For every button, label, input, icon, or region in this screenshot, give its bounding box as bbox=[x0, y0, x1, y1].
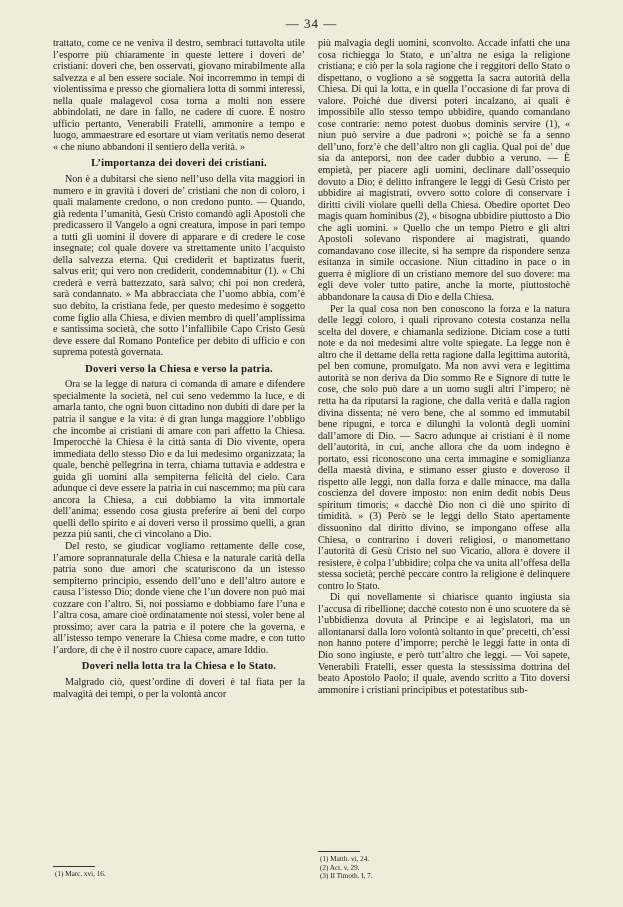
right-column bbox=[318, 38, 570, 696]
footnote: (1) Matth. vi, 24. bbox=[320, 855, 370, 863]
paragraph: Di qui novellamente si chiarisce quanto ingiusta sia l’accusa di ribellione; dacchè cotesto non è uno scuotere da sè l’ubbidienza dovuta al Principe e ai legislatori, ma un allontanarsi dalla loro volontà soltanto in que’ precetti, ch’essi non hanno potere d’imporre; perchè le leggi fatte in onta di Dio sono ingiuste, e però tutt’altro che leggi. — Voi sapete, Venerabili Fratelli, esser questa la stessissima dottrina del beato Apostolo Paolo; il quale, avendo scritto a Tito doversi ammonire i cristiani principibus et potestatibus sub- bbox=[318, 592, 570, 696]
footnote: (1) Marc. xvi, 16. bbox=[55, 870, 106, 878]
footnote-divider bbox=[318, 851, 360, 852]
paragraph: Malgrado ciò, quest’ordine di doveri è tal fiata per la malvagità dei tempi, o per la volontà ancor bbox=[53, 676, 305, 700]
paragraph: Ora se la legge di natura ci comanda di amare e difendere specialmente la società, nel cui seno vedemmo la luce, e di amarla tanto, che ogni buon cittadino non dubiti di dare per la patria il sangue e la vita: è di gran lunga maggiore l’obbligo che incombe ai cristiani di amare con pari affetto la Chiesa. Imperocchè la Chiesa è la città santa di Dio vivente, opera immediata dello stesso Dio e da lui medesimo organizzata; la quale, benchè pellegrina in terra, chiama tuttavia e addestra e guida gli uomini alla sempiterna felicità del cielo. Cara adunque ci deve essere la patria in cui nascemmo; ma più cara ancora la Chiesa, a cui dobbiamo la vita immortale dell’anima; essendo cosa giusta preferire ai beni del corpo quelli dello spirito e ai doveri verso il prossimo quelli, a gran pezza più santi, che ci vincolano a Dio. bbox=[53, 379, 305, 541]
section-heading: Doveri verso la Chiesa e verso la patria. bbox=[85, 363, 273, 375]
left-column bbox=[53, 38, 305, 700]
section-heading: Doveri nella lotta tra la Chiesa e lo Stato. bbox=[81, 661, 277, 673]
footnote: (3) II Timoth. I, 7. bbox=[320, 872, 373, 880]
section-heading: L’importanza dei doveri dei cristiani. bbox=[91, 158, 267, 170]
paragraph: Non è a dubitarsi che sieno nell’uso della vita maggiori in numero e in gravità i doveri de’ cristiani che non di coloro, i quali malamente credono, o non credono punto. — Quando, già redenta l’umanità, Gesù Cristo comandò agli Apostoli che predicassero il Vangelo a ogni creatura, impose in pari tempo a tutti gli uomini il dovere di apparare e di credere le cose insegnate; col quale dovere va strettamente unito l’acquisto della salvezza eterna. Qui crediderit et baptizatus fuerit, salvus erit; qui vero non crediderit, condemnabitur (1). « Chi crederà e verrà battezzato, sarà salvo; chi poi non crederà, sarà condannato. » Ma abbracciata che l’uomo abbia, com’è suo debito, la cristiana fede, per questo medesimo è soggetto come figlio alla Chiesa, e divien membro di quell’amplissima e santissima società, che sotto l’infallibile Capo Cristo Gesù deve essere dal Romano Pontefice per debito di ufficio e con suprema potestà governata. bbox=[53, 174, 305, 359]
footnote: (2) Act. v, 29. bbox=[320, 863, 360, 872]
paragraph: trattato, come ce ne veniva il destro, sembraci tuttavolta utile l’esporre più chiaramente in queste lettere i doveri de’ cristiani: doveri che, ben osservati, giovano mirabilmente alla salvezza e al ben essere sociale. Noi incorremmo in tempi di violentissima e presso che giornaliera lotta di sommi interessi, nella quale malagevol cosa torna a molti non essere abbindolati, ne dare in fallo, ne cadere di cuore. È nostro ufficio pertanto, Venerabili Fratelli, ammonire a tempo e luogo, ammaestrare ed esortare ut viam veritatis nemo deserat « che niuno abbandoni il sentiero della verità. » bbox=[53, 38, 305, 153]
footnotes-left bbox=[53, 866, 305, 879]
paragraph: Per la qual cosa non ben conoscono la forza e la natura delle leggi coloro, i quali riprovano cotesta costanza nella scelta del dovere, e chiamanla sedizione. Diciam cose a tutti note e da noi medesimi altre volte spiegate. La legge non è altro che il dettame della retta ragione dalla legittima autorità, pel ben comune, promulgato. Ma non avvi vera e legittima autorità se non deriva da Dio sommo Re e Signore di tutte le cose, che solo può dare a un uomo sugli altri l’impero; nè retta ha da riputarsi la ragione, che dalla verità e dalla ragion divina dissenta; nè vero bene, che al sommo ed immutabil bene ripugni, e torca e dilunghi la volontà degli uomini dall’amore di Dio. — Sacro adunque ai cristiani è il nome dell’autorità, in cui, anche allora che da uom indegno è portato, essi riconoscono una certa immagine e somiglianza della maestà divina, e stimano esser giusto e doveroso il rispetto alle leggi, non dalla forza e dalle minacce, ma dalla coscienza del dovere imposto: non enim dedit nobis Deus spiritum timoris; « dacchè Dio non ci diè uno spirito di timidità. » (3) Però se le leggi dello Stato apertamente dissuonino dal diritto divino, se impongano offese alla Chiesa, o contrarino i doveri religiosi, o manomettano l’autorità di Gesù Cristo nel suo Vicario, allora è dovere il resistere, è colpa l’ubbidire; colpa che va unita all’offesa della stessa società; perchè peccare contro la religione è delinquere contro lo Stato. bbox=[318, 303, 570, 592]
footnote-divider bbox=[53, 866, 95, 867]
footnotes-right bbox=[318, 851, 570, 881]
paragraph: più malvagia degli uomini, sconvolto. Accade infatti che una cosa richiegga lo Stato, e un’altra ne esiga la religione cristiana; e ciò per la sola ragione che i reggitori dello Stato o dispettano, o vogliono a sè soggetta la sacra autorità della Chiesa. Di qui la lotta, e in quella l’occasione di far prova di valore. Poichè due diversi poteri incalzano, ai quali è impossibile allo stesso tempo ubbidire, quando comandano cose contrarie: nemo potest duobus dominis servire (1), « niun può servire a due padroni »; poichè se fa a senno dell’uno, forz’è che dell’altro non gli caglia. Qual poi de’ due sia da anteporsi, non dee cader dubbio a veruno. — È empietà, per piacere agli uomini, declinare dall’ossequio dovuto a Dio; è delitto infrangere le leggi di Gesù Cristo per ubbidire ai magistrati, ovvero sotto colore di conservare i diritti civili violare quelli della Chiesa. Obedire oportet Deo magis quam hominibus (2), « bisogna ubbidire piuttosto a Dio che agli uomini. » Quello che un tempo Pietro e gli altri Apostoli solevano rispondere ai magistrati, quando comandavano cose illecite, si ha sempre da rispondere senza esitanza in simile occasione. Niun cittadino in pace o in guerra è migliore di un cristiano memore del suo dovere: ma egli deve voler tutto patire, anche la morte, piuttostochè abbandonare la causa di Dio e della Chiesa. bbox=[318, 38, 570, 304]
page-number: — 34 — bbox=[285, 16, 338, 31]
paragraph: Del resto, se giudicar vogliamo rettamente delle cose, l’amore soprannaturale della Chiesa e la naturale carità della patria sono due amori che scaturiscono da un istesso sempiterno principio, essendo dell’uno e dell’altro autore e causa l’istesso Dio; donde viene che l’un dovere non può mai cozzare con l’altro. Sì, noi possiamo e dobbiamo fare l’una e l’altra cosa, amare cioè ordinatamente noi stessi, voler bene al prossimo; aver cara la patria e il potere che la governa, e all’istesso tempo venerare la Chiesa come madre, e con tutto l’ardore, di che è il nostro cuore capace, amare Iddio. bbox=[53, 540, 305, 656]
